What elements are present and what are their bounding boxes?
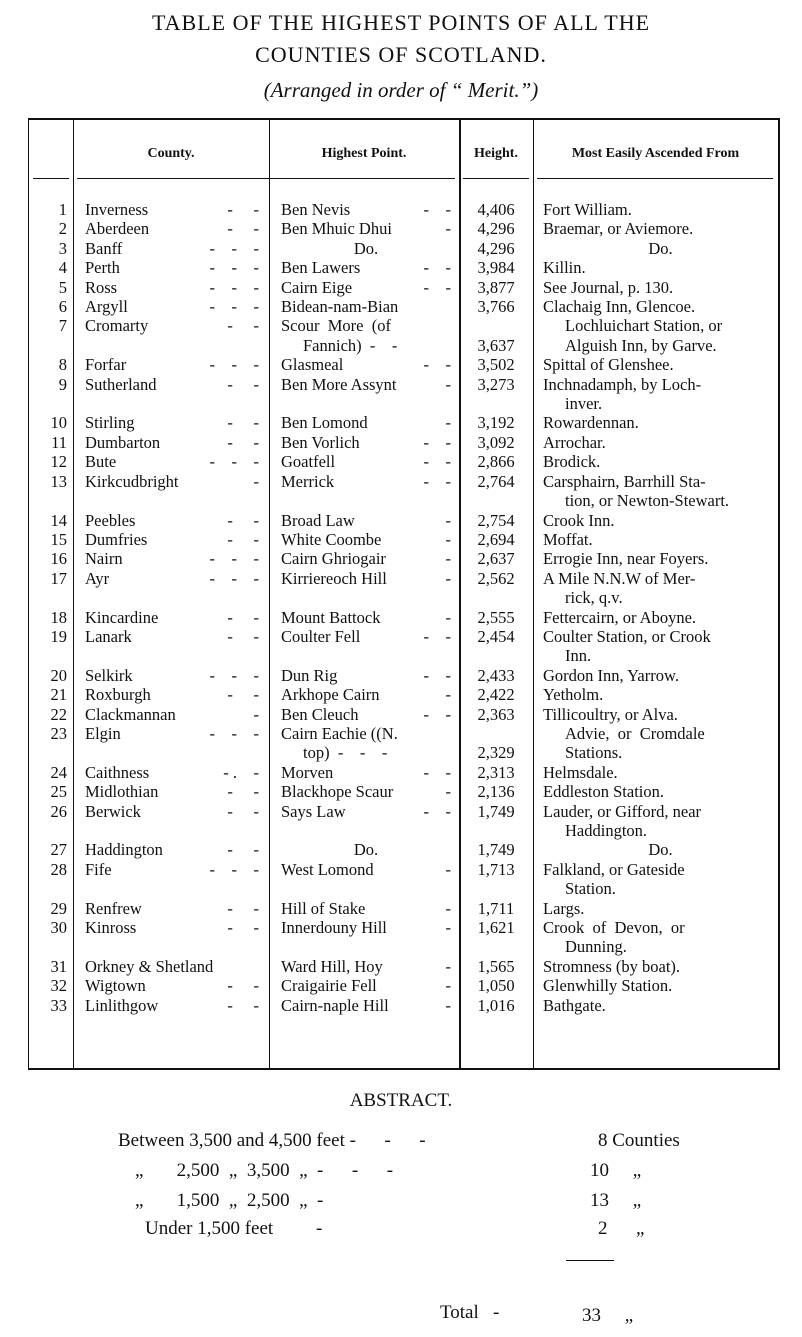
leader-dots: - xyxy=(445,607,451,627)
county-name: Clackmannan xyxy=(85,704,176,724)
height-value: 2,454 xyxy=(477,626,515,646)
rank: 7 xyxy=(58,316,67,336)
leader-dots: - xyxy=(445,568,451,588)
rank: 16 xyxy=(50,549,67,569)
highest-point-line: Mount Battock xyxy=(281,607,381,627)
page-subtitle: COUNTIES OF SCOTLAND. xyxy=(255,42,547,67)
leader-dots: - xyxy=(445,685,451,705)
rank: 31 xyxy=(50,956,67,976)
table-row xyxy=(29,666,778,685)
highest-point-line: Arkhope Cairn xyxy=(281,685,380,705)
abstract-label: „ 2,500 „ 3,500 „ - - - xyxy=(135,1160,394,1181)
table-row xyxy=(29,297,778,316)
height-value: 2,555 xyxy=(477,607,515,627)
ascent-line: Rowardennan. xyxy=(543,413,639,433)
table-row xyxy=(29,608,778,627)
height-value: 3,192 xyxy=(477,413,515,433)
county-name: Fife xyxy=(85,859,112,879)
highest-point-line: Cairn-naple Hill xyxy=(281,995,389,1015)
table-row xyxy=(29,627,778,666)
ascent-line: Glenwhilly Station. xyxy=(543,976,673,996)
ascent-line: rick, q.v. xyxy=(565,588,623,608)
leader-dots: - - xyxy=(423,471,451,491)
county-name: Midlothian xyxy=(85,782,159,802)
highest-point-line: Ben More Assynt xyxy=(281,374,397,394)
highest-point-line: Glasmeal xyxy=(281,355,344,375)
county-name: Bute xyxy=(85,452,117,472)
ascent-line: Spittal of Glenshee. xyxy=(543,355,674,375)
table-row xyxy=(29,278,778,297)
leader-dots: - - - xyxy=(209,452,259,472)
leader-dots: - - - xyxy=(209,859,259,879)
rank: 27 xyxy=(50,840,67,860)
header-height: Height. xyxy=(474,146,518,161)
table-row xyxy=(29,375,778,414)
leader-dots: - xyxy=(445,549,451,569)
county-name: Cromarty xyxy=(85,316,149,336)
rank: 33 xyxy=(50,995,67,1015)
ascent-line: Clachaig Inn, Glencoe. xyxy=(543,297,696,317)
leader-dots: - - xyxy=(227,200,259,219)
height-value: 1,621 xyxy=(477,918,515,938)
highest-point-line: Kirriereoch Hill xyxy=(281,568,387,588)
highest-point-line: Scour More (of xyxy=(281,316,391,336)
leader-dots: - - xyxy=(227,607,259,627)
table-row xyxy=(29,685,778,704)
highest-point-line: Coulter Fell xyxy=(281,626,361,646)
rank: 28 xyxy=(50,859,67,879)
table-row xyxy=(29,530,778,549)
leader-dots: - - xyxy=(227,316,259,336)
table-row xyxy=(29,976,778,995)
county-name: Lanark xyxy=(85,626,132,646)
leader-dots: - - xyxy=(227,432,259,452)
county-name: Wigtown xyxy=(85,976,146,996)
rank: 13 xyxy=(50,471,67,491)
ascent-line: Coulter Station, or Crook xyxy=(543,626,711,646)
total-rule xyxy=(566,1260,614,1261)
rank: 11 xyxy=(51,432,67,452)
leader-dots: - xyxy=(445,995,451,1015)
rank: 24 xyxy=(50,762,67,782)
ascent-line: Alguish Inn, by Garve. xyxy=(565,335,717,355)
leader-dots: - - xyxy=(227,840,259,860)
leader-dots: - xyxy=(445,374,451,394)
height-value: 2,422 xyxy=(477,685,515,705)
table-row xyxy=(29,569,778,608)
ascent-line: Eddleston Station. xyxy=(543,782,664,802)
rank: 19 xyxy=(50,626,67,646)
highest-point-line: Blackhope Scaur xyxy=(281,782,394,802)
county-name: Argyll xyxy=(85,297,128,317)
rank: 18 xyxy=(50,607,67,627)
highest-point-line: Dun Rig xyxy=(281,665,338,685)
height-value: 1,050 xyxy=(477,976,515,996)
rank: 9 xyxy=(58,374,67,394)
ascent-line: Do. xyxy=(648,238,673,258)
highest-point-line: Ben Cleuch xyxy=(281,704,359,724)
county-name: Selkirk xyxy=(85,665,133,685)
abstract-count: 10 „ xyxy=(590,1160,642,1181)
leader-dots: - - xyxy=(227,510,259,530)
highest-point-line: Ben Lomond xyxy=(281,413,368,433)
height-value: 1,016 xyxy=(477,995,515,1015)
table-row xyxy=(29,239,778,258)
rank: 25 xyxy=(50,782,67,802)
leader-dots: - xyxy=(445,782,451,802)
leader-dots: - xyxy=(253,471,259,491)
leader-dots: - - - xyxy=(209,723,259,743)
abstract-title: ABSTRACT. xyxy=(349,1090,453,1111)
highest-point-line: Ward Hill, Hoy xyxy=(281,956,383,976)
leader-dots: - xyxy=(445,898,451,918)
height-value: 4,296 xyxy=(477,238,515,258)
county-name: Dumbarton xyxy=(85,432,161,452)
rank: 29 xyxy=(50,898,67,918)
leader-dots: - xyxy=(445,510,451,530)
ascent-line: Largs. xyxy=(543,898,585,918)
abstract-label: Between 3,500 and 4,500 feet - - - xyxy=(118,1130,426,1151)
height-value: 4,296 xyxy=(477,219,515,239)
ascent-line: Lochluichart Station, or xyxy=(565,316,723,336)
leader-dots: - - - xyxy=(209,549,259,569)
leader-dots: - - xyxy=(423,762,451,782)
ascent-line: Inn. xyxy=(565,646,592,666)
rank: 3 xyxy=(58,238,67,258)
leader-dots: - - xyxy=(227,995,259,1015)
table-row xyxy=(29,511,778,530)
height-value: 2,637 xyxy=(477,549,515,569)
rank: 12 xyxy=(50,452,67,472)
table-row xyxy=(29,840,778,859)
ascent-line: Errogie Inn, near Foyers. xyxy=(543,549,709,569)
county-name: Stirling xyxy=(85,413,135,433)
ascent-line: Yetholm. xyxy=(543,685,604,705)
height-value: 2,866 xyxy=(477,452,515,472)
ascent-line: Braemar, or Aviemore. xyxy=(543,219,694,239)
highest-point-line: Ben Lawers xyxy=(281,258,361,278)
height-value: 3,502 xyxy=(477,355,515,375)
table-row xyxy=(29,413,778,432)
rank: 14 xyxy=(50,510,67,530)
height-value: 3,092 xyxy=(477,432,515,452)
highest-point-line: Do. xyxy=(353,238,379,258)
rank: 23 xyxy=(50,723,67,743)
rank: 10 xyxy=(50,413,67,433)
ascent-line: Moffat. xyxy=(543,529,593,549)
leader-dots: - - xyxy=(423,355,451,375)
rank: 5 xyxy=(58,277,67,297)
abstract-label: „ 1,500 „ 2,500 „ - xyxy=(135,1190,324,1211)
ascent-line: tion, or Newton-Stewart. xyxy=(565,491,730,511)
leader-dots: - - xyxy=(227,685,259,705)
county-name: Banff xyxy=(85,238,123,258)
ascent-line: Arrochar. xyxy=(543,432,606,452)
county-name: Peebles xyxy=(85,510,136,530)
height-value: 1,749 xyxy=(477,840,515,860)
leader-dots: - - xyxy=(423,801,451,821)
ascent-line: Crook of Devon, or xyxy=(543,918,685,938)
highest-point-line: Craigairie Fell xyxy=(281,976,377,996)
rank: 20 xyxy=(50,665,67,685)
leader-dots: - - xyxy=(423,432,451,452)
ascent-line: Advie, or Cromdale xyxy=(565,723,705,743)
highest-point-line: Ben Nevis xyxy=(281,200,351,219)
leader-dots: - xyxy=(445,918,451,938)
highest-point-line: Cairn Eachie ((N. xyxy=(281,723,398,743)
height-value: 2,562 xyxy=(477,568,515,588)
highest-point-line: Hill of Stake xyxy=(281,898,366,918)
rank: 1 xyxy=(58,200,67,219)
abstract-count: 8 Counties xyxy=(598,1130,680,1151)
ascent-line: Tillicoultry, or Alva. xyxy=(543,704,678,724)
highest-point-line: West Lomond xyxy=(281,859,374,879)
leader-dots: - . - xyxy=(223,762,259,782)
height-value: 2,764 xyxy=(477,471,515,491)
abstract-count: 2 „ xyxy=(598,1218,645,1239)
ascent-line: Falkland, or Gateside xyxy=(543,859,685,879)
ascent-line: Lauder, or Gifford, near xyxy=(543,801,702,821)
leader-dots: - - - xyxy=(209,568,259,588)
leader-dots: - - - xyxy=(209,258,259,278)
table-row xyxy=(29,957,778,976)
ascent-line: Helmsdale. xyxy=(543,762,618,782)
ascent-line: Do. xyxy=(648,840,673,860)
table-row xyxy=(29,899,778,918)
ascent-line: Bathgate. xyxy=(543,995,606,1015)
county-name: Ayr xyxy=(85,568,110,588)
ascent-line: Stations. xyxy=(565,743,623,763)
highest-point-line: Broad Law xyxy=(281,510,355,530)
leader-dots: - - xyxy=(227,976,259,996)
page-title: TABLE OF THE HIGHEST POINTS OF ALL THE xyxy=(151,10,651,35)
table-row xyxy=(29,549,778,568)
county-name: Roxburgh xyxy=(85,685,151,705)
highest-point-line: White Coombe xyxy=(281,529,382,549)
height-value: 1,749 xyxy=(477,801,515,821)
highest-point-line: Ben Mhuic Dhui xyxy=(281,219,392,239)
leader-dots: - - - xyxy=(209,238,259,258)
highest-point-line: top) - - - xyxy=(303,743,388,763)
table-row xyxy=(29,355,778,374)
height-value: 2,754 xyxy=(477,510,515,530)
county-name: Kincardine xyxy=(85,607,159,627)
rank: 32 xyxy=(50,976,67,996)
table-row xyxy=(29,316,778,355)
county-name: Sutherland xyxy=(85,374,157,394)
table-row xyxy=(29,860,778,899)
county-name: Caithness xyxy=(85,762,150,782)
rank: 15 xyxy=(50,529,67,549)
table-row xyxy=(29,258,778,277)
table-row xyxy=(29,918,778,957)
county-name: Nairn xyxy=(85,549,123,569)
rank: 8 xyxy=(58,355,67,375)
highest-point-line: Merrick xyxy=(281,471,335,491)
leader-dots: - - - xyxy=(209,355,259,375)
table-row xyxy=(29,200,778,219)
leader-dots: - - xyxy=(227,801,259,821)
height-value: 2,433 xyxy=(477,665,515,685)
height-value: 3,877 xyxy=(477,277,515,297)
leader-dots: - - xyxy=(423,277,451,297)
ascent-line: Fort William. xyxy=(543,200,632,219)
leader-dots: - - xyxy=(423,704,451,724)
ascent-line: Carsphairn, Barrhill Sta- xyxy=(543,471,706,491)
table-row xyxy=(29,996,778,1015)
table-row xyxy=(29,452,778,471)
ascent-line: See Journal, p. 130. xyxy=(543,277,674,297)
county-name: Inverness xyxy=(85,200,149,219)
table-row xyxy=(29,705,778,724)
height-value: 2,329 xyxy=(477,743,515,763)
height-value: 3,766 xyxy=(477,297,515,317)
table-row xyxy=(29,433,778,452)
leader-dots: - - xyxy=(423,626,451,646)
highest-point-line: Goatfell xyxy=(281,452,336,472)
ascent-line: Station. xyxy=(565,879,616,899)
abstract-count: 13 „ xyxy=(590,1190,642,1211)
leader-dots: - - xyxy=(227,898,259,918)
leader-dots: - xyxy=(445,413,451,433)
total-label: Total - xyxy=(440,1302,500,1323)
leader-dots: - - xyxy=(423,200,451,219)
ascent-line: Crook Inn. xyxy=(543,510,615,530)
leader-dots: - - xyxy=(227,782,259,802)
table-row xyxy=(29,763,778,782)
highest-point-line: Innerdouny Hill xyxy=(281,918,387,938)
leader-dots: - - xyxy=(423,665,451,685)
height-value: 1,713 xyxy=(477,859,515,879)
county-name: Kinross xyxy=(85,918,137,938)
height-value: 2,136 xyxy=(477,782,515,802)
ascent-line: Dunning. xyxy=(565,937,627,957)
table-row xyxy=(29,219,778,238)
header-ascended-from: Most Easily Ascended From xyxy=(571,146,740,161)
leader-dots: - xyxy=(445,219,451,239)
height-value: 4,406 xyxy=(477,200,515,219)
leader-dots: - xyxy=(445,529,451,549)
ascent-line: Killin. xyxy=(543,258,586,278)
leader-dots: - - xyxy=(423,452,451,472)
leader-dots: - xyxy=(445,859,451,879)
rank: 2 xyxy=(58,219,67,239)
height-value: 3,637 xyxy=(477,335,515,355)
page-caption: (Arranged in order of “ Merit.”) xyxy=(263,78,539,102)
ascent-line: Stromness (by boat). xyxy=(543,956,681,976)
rank: 17 xyxy=(50,568,67,588)
rank: 22 xyxy=(50,704,67,724)
county-name: Renfrew xyxy=(85,898,142,918)
leader-dots: - xyxy=(445,956,451,976)
highest-point-line: Says Law xyxy=(281,801,346,821)
leader-dots: - - - xyxy=(209,665,259,685)
county-name: Elgin xyxy=(85,723,121,743)
ascent-line: A Mile N.N.W of Mer- xyxy=(543,568,696,588)
ascent-line: Gordon Inn, Yarrow. xyxy=(543,665,679,685)
leader-dots: - - - xyxy=(209,277,259,297)
county-name: Perth xyxy=(85,258,120,278)
ascent-line: Inchnadamph, by Loch- xyxy=(543,374,702,394)
rank: 4 xyxy=(58,258,67,278)
height-value: 2,313 xyxy=(477,762,515,782)
leader-dots: - - xyxy=(227,626,259,646)
ascent-line: Fettercairn, or Aboyne. xyxy=(543,607,697,627)
highest-point-line: Do. xyxy=(353,840,379,860)
ascent-line: inver. xyxy=(565,394,603,414)
highest-point-line: Morven xyxy=(281,762,334,782)
leader-dots: - - - xyxy=(209,297,259,317)
rank: 26 xyxy=(50,801,67,821)
county-name: Berwick xyxy=(85,801,141,821)
highest-point-line: Fannich) - - xyxy=(303,335,398,355)
highest-point-line: Bidean-nam-Bian xyxy=(281,297,399,317)
leader-dots: - xyxy=(445,976,451,996)
table-row xyxy=(29,802,778,841)
county-name: Forfar xyxy=(85,355,127,375)
rank: 21 xyxy=(50,685,67,705)
county-name: Orkney & Shetland xyxy=(85,956,214,976)
abstract-label: Under 1,500 feet - xyxy=(145,1218,323,1239)
leader-dots: - - xyxy=(227,529,259,549)
height-value: 1,711 xyxy=(477,898,515,918)
table-row xyxy=(29,472,778,511)
table-row xyxy=(29,724,778,763)
header-highest-point: Highest Point. xyxy=(321,146,407,161)
rank: 6 xyxy=(58,297,67,317)
table-body xyxy=(29,200,778,1015)
heights-table xyxy=(28,118,780,1070)
highest-point-line: Cairn Ghriogair xyxy=(281,549,386,569)
ascent-line: Brodick. xyxy=(543,452,601,472)
county-name: Linlithgow xyxy=(85,995,159,1015)
leader-dots: - - xyxy=(227,413,259,433)
leader-dots: - - xyxy=(227,918,259,938)
ascent-line: Haddington. xyxy=(565,821,648,840)
leader-dots: - xyxy=(253,704,259,724)
highest-point-line: Ben Vorlich xyxy=(281,432,360,452)
height-value: 3,273 xyxy=(477,374,515,394)
height-value: 2,694 xyxy=(477,529,515,549)
leader-dots: - - xyxy=(227,374,259,394)
leader-dots: - - xyxy=(227,219,259,239)
county-name: Haddington xyxy=(85,840,163,860)
height-value: 3,984 xyxy=(477,258,515,278)
rank: 30 xyxy=(50,918,67,938)
height-value: 1,565 xyxy=(477,956,515,976)
highest-point-line: Cairn Eige xyxy=(281,277,353,297)
total-count: 33 „ xyxy=(582,1305,634,1326)
county-name: Aberdeen xyxy=(85,219,150,239)
county-name: Ross xyxy=(85,277,118,297)
header-county: County. xyxy=(147,146,195,161)
leader-dots: - - xyxy=(423,258,451,278)
height-value: 2,363 xyxy=(477,704,515,724)
county-name: Kirkcudbright xyxy=(85,471,179,491)
county-name: Dumfries xyxy=(85,529,148,549)
table-row xyxy=(29,782,778,801)
